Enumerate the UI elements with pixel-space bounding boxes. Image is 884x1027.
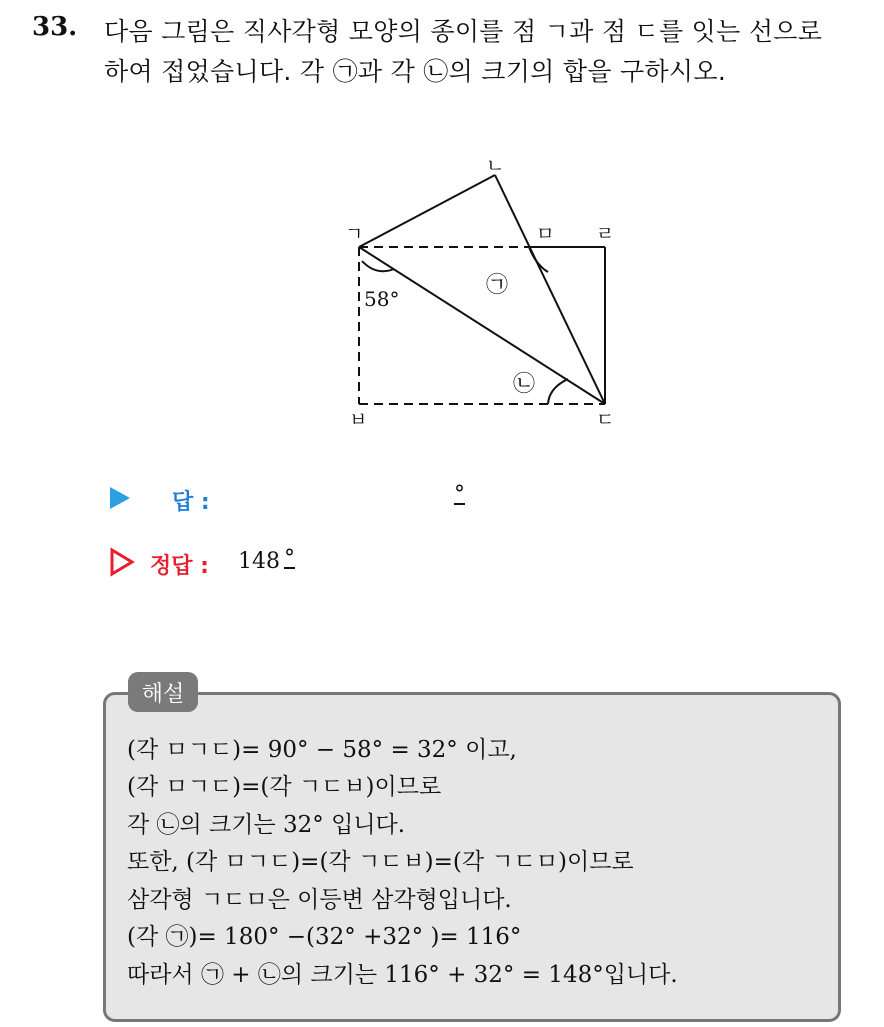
point-n-label: ㄴ (486, 155, 505, 177)
point-b-label: ㅂ (349, 409, 368, 431)
folded-top-edge (359, 175, 495, 247)
correct-label: 정답 : (150, 554, 209, 579)
explanation-line: 각 ㉡의 크기는 32° 입니다. (127, 812, 406, 838)
point-d-label: ㄷ (596, 409, 615, 431)
explanation-line: 삼각형 ㄱㄷㅁ은 이등변 삼각형입니다. (127, 887, 512, 913)
explanation-line: (각 ㅁㄱㄷ)= 90° − 58° = 32° 이고, (127, 737, 517, 763)
point-m-label: ㅁ (536, 223, 555, 245)
answer-pointer-icon (110, 487, 130, 509)
explanation-line: (각 ㅁㄱㄷ)=(각 ㄱㄷㅂ)이므로 (127, 774, 442, 800)
answer-label: 답 : (172, 490, 210, 515)
correct-unit: ° (284, 546, 295, 571)
point-g-label: ㄱ (345, 223, 364, 245)
angle-mark2-arc (548, 379, 568, 404)
explanation-line: 따라서 ㉠ + ㉡의 크기는 116° + 32° = 148°입니다. (127, 962, 678, 988)
angle-58-label: 58° (364, 287, 400, 311)
correct-pointer-icon (109, 547, 135, 577)
answer-unit: ° (454, 482, 465, 507)
correct-value: 148 (238, 549, 280, 574)
angle-mark1-label: ㉠ (486, 273, 509, 298)
angle-mark2-label: ㉡ (513, 372, 536, 397)
explanation-line: (각 ㉠)= 180° −(32° +32° )= 116° (127, 924, 522, 950)
folded-rectangle-figure (300, 150, 640, 440)
explanation-line: 또한, (각 ㅁㄱㄷ)=(각 ㄱㄷㅂ)=(각 ㄱㄷㅁ)이므로 (127, 849, 634, 875)
question-text-line1: 다음 그림은 직사각형 모양의 종이를 점 ㄱ과 점 ㄷ를 잇는 선으로 (104, 17, 823, 46)
question-number: 33. (32, 12, 78, 42)
point-r-label: ㄹ (596, 223, 615, 245)
question-text-line2: 하여 접었습니다. 각 ㉠과 각 ㉡의 크기의 합을 구하시오. (104, 57, 727, 86)
explanation-tab: 해설 (128, 672, 198, 712)
